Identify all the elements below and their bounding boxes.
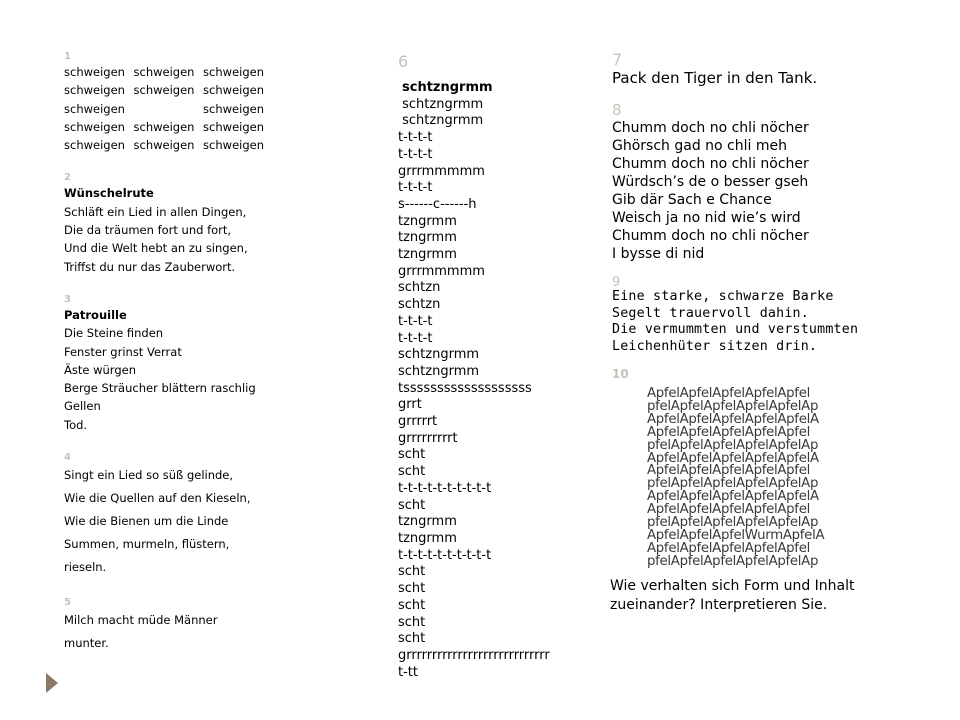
poem-line: tzngrmm [398,213,457,229]
poem-line: Chumm doch no chli nöcher [612,155,809,172]
poem-line: schtzn [398,280,441,296]
poem-line: t-t-t-t-t-t-t-t-t-t [398,547,492,563]
poem-3 [64,293,264,434]
poem-line: Triffst du nur das Zauberwort. [64,259,236,274]
apple-word-row: ApfelApfelApfelApfelApfelA [647,411,819,427]
poem-line: Wie die Quellen auf den Kieseln, [64,491,251,506]
poem-line: schweigen schweigen schweigen [64,65,264,79]
poem-line: t-tt [398,664,418,680]
poem-line: Äste würgen [64,362,136,377]
apple-word-row: ApfelApfelApfelApfelApfel [647,540,810,556]
poem-line: Summen, murmeln, flüstern, rieseln. [64,537,230,575]
poem-title: schtzngrmm [402,80,493,95]
poem-line: t-t-t-t [398,146,433,162]
apple-word-circle [647,386,827,569]
poem-line: Und die Welt hebt an zu singen, [64,241,248,256]
poem-line: scht [398,597,426,613]
poem-line: schweigen schweigen schweigen [64,83,264,98]
poem-2 [64,171,264,275]
poem-line: tzngrmm [398,514,457,530]
poem-line: tzngrmm [398,230,457,246]
poem-line: Pack den Tiger in den Tank. [612,69,818,87]
poem-line: Berge Sträucher blättern raschlig [64,381,256,396]
poem-number: 9 [612,275,621,291]
poem-number: 10 [612,367,629,382]
poem-line: Segelt trauervoll dahin. [612,305,809,321]
poem-line: Weisch ja no nid wie’s wird [612,209,801,226]
task-question: Wie verhalten sich Form und Inhalt zueinander? Interpretieren Sie. [610,578,855,613]
apple-word-row: pfelApfelApfelApfelApfelAp [647,515,819,531]
poem-line: Ghörsch gad no chli meh [612,137,787,154]
apple-word-row: pfelApfelApfelApfelApfelAp [647,476,819,492]
poem-line: grrrrrrrrrrrrrrrrrrrrrrrrrrrr [398,647,550,663]
poem-line: grrt [398,397,422,413]
poem-line: Eine starke, schwarze Barke [612,289,834,305]
poem-line: tzngrmm [398,530,457,546]
poem-number: 4 [64,452,71,464]
poem-line: schtzngrmm [398,363,480,379]
apple-word-row: ApfelApfelApfelApfelApfel [647,424,810,440]
poem-line: grrrmmmmm [398,163,485,179]
poem-column-middle [398,52,598,681]
poem-line: scht [398,581,426,597]
poem-4 [64,451,264,579]
poem-line: schtzngrmm [398,347,480,363]
poem-line: scht [398,497,426,513]
poem-line: Tod. [64,417,88,432]
poem-number: 5 [64,597,71,609]
poem-line: t-t-t-t [398,330,433,346]
next-arrow-icon[interactable] [46,673,58,693]
apple-word-row: ApfelApfelApfelApfelApfelA [647,489,819,505]
poem-line: t-t-t-t [398,130,433,146]
poem-line: schweigen schweigen schweigen [64,119,264,134]
apple-word-row: pfelApfelApfelApfelApfelAp [647,398,819,414]
poem-line: tzngrmm [398,247,457,263]
poem-line: tsssssssssssssssssss [398,380,532,396]
poem-line: s------c------h [398,196,477,212]
poem-line: Gib där Sach e Chance [612,191,772,208]
apple-word-row: ApfelApfelApfelApfelApfel [647,386,810,401]
apple-word-text [647,388,847,569]
poem-title: Patrouille [64,307,127,322]
poem-column-right [612,50,912,381]
apple-word-row: pfelApfelApfelApfelApfelAp [647,553,819,569]
poem-line: scht [398,631,426,647]
poem-line: scht [398,464,426,480]
apple-word-row: ApfelApfelApfelWurmApfelA [647,527,825,543]
poem-line: t-t-t-t-t-t-t-t-t-t [398,480,492,496]
poem-line: schweigen schweigen [64,101,264,116]
apple-word-row: ApfelApfelApfelApfelApfelA [647,450,819,466]
poem-line: t-t-t-t [398,313,433,329]
poem-line: Leichenhüter sitzen drin. [612,338,818,354]
apple-word-row: ApfelApfelApfelApfelApfel [647,502,810,518]
apple-word-row: ApfelApfelApfelApfelApfel [647,463,810,479]
poem-line: Schläft ein Lied in allen Dingen, [64,204,247,219]
poem-line: Die vermummten und verstummten [612,322,859,338]
poem-1 [64,50,264,154]
poem-line: grrrrrrrrrt [398,430,458,446]
poem-6-lines [398,97,598,682]
poem-line: schweigen schweigen schweigen [64,138,264,153]
poem-line: t-t-t-t [398,180,433,196]
poem-line: Milch macht müde Männer munter. [64,613,218,651]
poem-line: scht [398,447,426,463]
apple-word-row: pfelApfelApfelApfelApfelAp [647,437,819,453]
poem-line: I bysse di nid [612,246,705,263]
poem-number: 2 [64,172,71,184]
poem-number: 1 [64,51,71,62]
poem-line: grrrrrt [398,414,438,430]
poem-number: 7 [612,50,623,69]
poem-line: Wie die Bienen um die Linde [64,514,229,529]
poem-line: schtzn [398,297,441,313]
poem-line: scht [398,614,426,630]
poem-line: Chumm doch no chli nöcher [612,228,809,245]
poem-column-left [64,50,264,655]
poem-line: Die Steine finden [64,326,164,341]
poem-number: 3 [64,293,71,305]
poem-line: schtzngrmm [398,113,484,129]
poem-line: schtzngrmm [398,96,484,112]
poem-line: scht [398,564,426,580]
poem-5 [64,596,264,655]
poem-title: Wünschelrute [64,186,154,201]
poem-line: Singt ein Lied so süß gelinde, [64,468,234,483]
poem-number: 6 [398,52,409,71]
poem-line: Die da träumen fort und fort, [64,223,232,238]
poem-number: 8 [612,100,622,119]
poem-line: Chumm doch no chli nöcher [612,119,809,136]
poem-line: grrrmmmmm [398,263,485,279]
poem-line: Fenster grinst Verrat [64,344,182,359]
poem-line: Gellen [64,399,101,414]
poem-line: Würdsch’s de o besser gseh [612,173,809,190]
